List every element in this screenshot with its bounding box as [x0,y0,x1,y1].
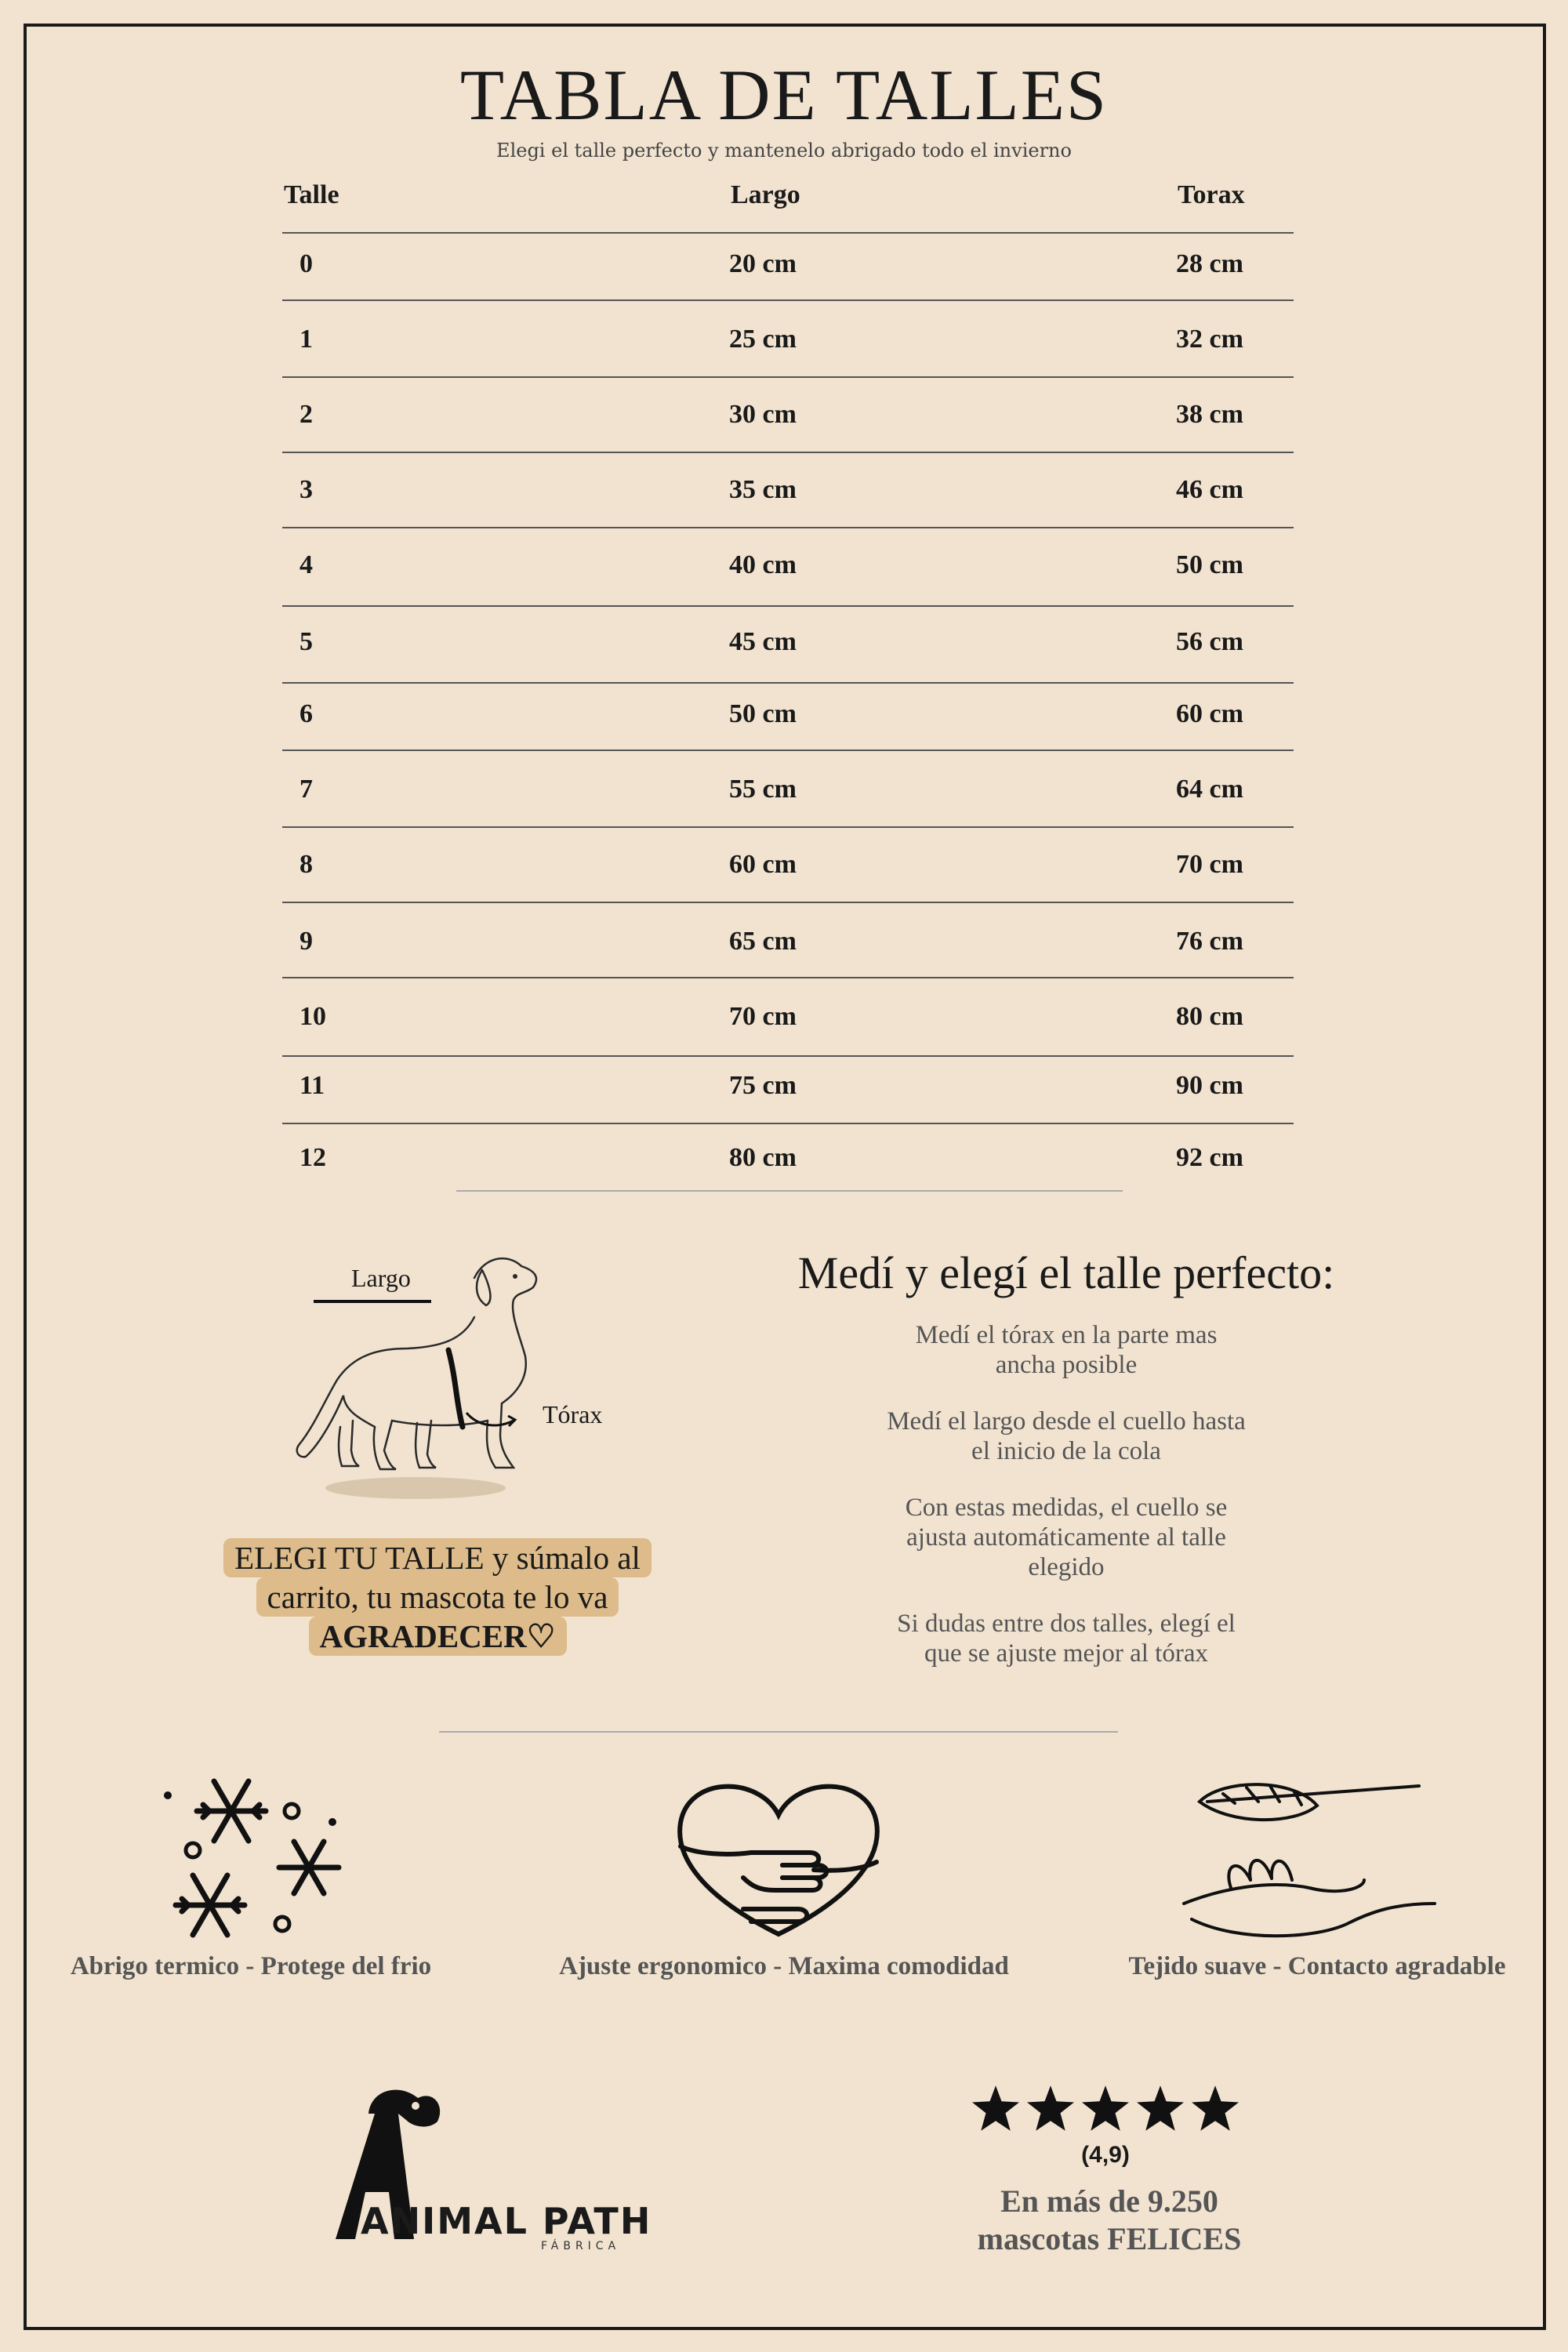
row-divider [282,232,1294,234]
star-icon [972,2085,1019,2131]
divider [439,1731,1118,1733]
torax-cell: 38 cm [1176,400,1243,429]
divider [456,1190,1123,1192]
talle-cell: 11 [299,1071,325,1100]
talle-cell: 12 [299,1143,326,1172]
talle-cell: 6 [299,699,313,728]
guide-tip-line: Medí el largo desde el cuello hasta [887,1407,1246,1436]
rating-caption-line-2: mascotas FELICES [977,2221,1242,2256]
torax-cell: 60 cm [1176,699,1243,728]
torax-cell: 64 cm [1176,775,1243,804]
largo-cell: 60 cm [729,850,797,879]
largo-cell: 65 cm [729,927,797,956]
largo-cell: 45 cm [729,627,797,656]
largo-cell: 75 cm [729,1071,797,1100]
largo-cell: 35 cm [729,475,797,504]
page-frame [24,24,1546,2330]
row-divider [282,527,1294,528]
talle-cell: 1 [299,325,313,354]
talle-cell: 0 [299,249,313,278]
promo-callout [202,1538,673,1656]
talle-cell: 4 [299,550,313,579]
torax-cell: 32 cm [1176,325,1243,354]
largo-cell: 20 cm [729,249,797,278]
row-divider [282,452,1294,453]
header-torax: Torax [1178,180,1245,209]
snowflake-icon [157,1766,345,1949]
torax-cell: 90 cm [1176,1071,1243,1100]
row-divider [282,682,1294,684]
talle-cell: 2 [299,400,313,429]
guide-tip [815,1406,1317,1466]
brand-name: ANIMAL PATH [361,2200,652,2242]
brand-subtitle: FÁBRICA [541,2240,621,2252]
torax-cell: 80 cm [1176,1002,1243,1031]
star-icon [1082,2085,1129,2131]
torax-cell: 92 cm [1176,1143,1243,1172]
feature-label-tejido: Tejido suave - Contacto agradable [1128,1952,1506,1980]
guide-tip-line: Si dudas entre dos talles, elegí el [897,1610,1236,1638]
guide-tip-line: ancha posible [995,1351,1138,1379]
torax-cell: 46 cm [1176,475,1243,504]
row-divider [282,1123,1294,1124]
guide-tip [815,1320,1317,1380]
torax-cell: 50 cm [1176,550,1243,579]
row-divider [282,750,1294,751]
largo-cell: 55 cm [729,775,797,804]
torax-cell: 70 cm [1176,850,1243,879]
talle-cell: 10 [299,1002,326,1031]
promo-line-1: ELEGI TU TALLE y súmalo al [223,1538,652,1577]
guide-tip-line: elegido [1028,1553,1105,1581]
dog-illustration-icon [251,1239,580,1505]
star-icon [1192,2085,1239,2131]
largo-cell: 70 cm [729,1002,797,1031]
rating-stars [972,2085,1239,2131]
feature-label-ajuste: Ajuste ergonomico - Maxima comodidad [559,1952,1009,1980]
row-divider [282,299,1294,301]
row-divider [282,826,1294,828]
guide-tip-line: el inicio de la cola [971,1437,1161,1465]
talle-cell: 5 [299,627,313,656]
page-subtitle: Elegi el talle perfecto y mantenelo abrigado todo el invierno [496,140,1072,162]
guide-tip-line: ajusta automáticamente al talle [906,1523,1226,1552]
row-divider [282,977,1294,978]
rating-caption [925,2183,1294,2258]
guide-tip-line: Con estas medidas, el cuello se [905,1494,1228,1522]
feature-label-abrigo: Abrigo termico - Protege del frio [70,1952,432,1980]
star-icon [1027,2085,1074,2131]
largo-label: Largo [351,1264,411,1292]
page-title: TABLA DE TALLES [459,55,1109,135]
largo-cell: 30 cm [729,400,797,429]
rating-caption-line-1: En más de 9.250 [1000,2183,1218,2219]
torax-cell: 76 cm [1176,927,1243,956]
torax-label: Tórax [543,1400,603,1428]
rating-value: (4,9) [1081,2142,1130,2168]
dog-diagram [251,1239,580,1505]
largo-cell: 50 cm [729,699,797,728]
row-divider [282,605,1294,607]
largo-cell: 40 cm [729,550,797,579]
guide-tip-line: Medí el tórax en la parte mas [915,1321,1218,1349]
feather-hand-icon [1176,1770,1443,1954]
guide-title: Medí y elegí el talle perfecto: [797,1247,1335,1298]
talle-cell: 8 [299,850,313,879]
row-divider [282,376,1294,378]
talle-cell: 7 [299,775,313,804]
heart-hug-icon [665,1768,892,1944]
guide-tip [815,1609,1317,1668]
guide-tip [815,1493,1317,1582]
header-largo: Largo [731,180,800,209]
largo-cell: 25 cm [729,325,797,354]
talle-cell: 3 [299,475,313,504]
talle-cell: 9 [299,927,313,956]
row-divider [282,902,1294,903]
largo-cell: 80 cm [729,1143,797,1172]
promo-line-2: carrito, tu mascota te lo va [256,1577,619,1617]
torax-cell: 28 cm [1176,249,1243,278]
promo-line-3: AGRADECER♡ [309,1617,567,1656]
row-divider [282,1055,1294,1057]
star-icon [1137,2085,1184,2131]
torax-cell: 56 cm [1176,627,1243,656]
header-talle: Talle [284,180,339,209]
guide-tip-line: que se ajuste mejor al tórax [924,1639,1208,1668]
